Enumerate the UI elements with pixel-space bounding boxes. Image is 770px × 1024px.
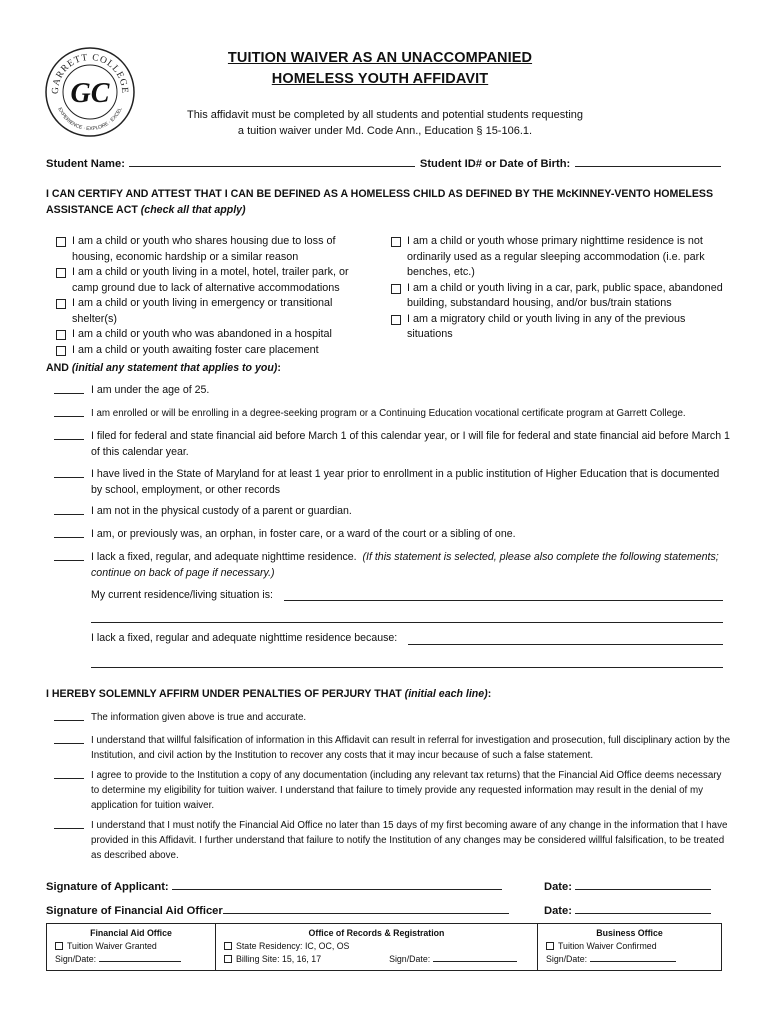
fao-signature-field[interactable] bbox=[223, 902, 509, 914]
records-cell bbox=[216, 924, 538, 971]
fao-date-row: Date: bbox=[544, 902, 711, 917]
initial-blank[interactable] bbox=[54, 778, 84, 779]
initial-blank[interactable] bbox=[54, 416, 84, 417]
checkbox-item[interactable]: I am a child or youth whose primary nighttime residence is not ordinarily used as a regular sleeping accommodation (i.e. park benches, etc.) bbox=[389, 234, 729, 281]
form-title-line1: TUITION WAIVER AS AN UNACCOMPANIED bbox=[227, 50, 533, 66]
student-name-label: Student Name: bbox=[46, 158, 125, 170]
checkbox-item[interactable]: I am a child or youth who was abandoned in a hospital bbox=[54, 327, 374, 343]
applicant-signature-field[interactable] bbox=[172, 878, 502, 890]
business-cell bbox=[538, 924, 722, 971]
initial-blank[interactable] bbox=[54, 560, 84, 561]
affirm-true: The information given above is true and accurate. bbox=[91, 712, 307, 723]
affirm-notify: I understand that I must notify the Financial Aid Office no later than 15 days of my first becoming aware of any change in the information that I have provided in this Affidavit. I further understand that failure to notify the Institution of any changes may be considered willful falsification, to be treated as described above. bbox=[91, 820, 728, 861]
sign-date-field[interactable] bbox=[99, 952, 181, 962]
checkbox-item[interactable]: I am a child or youth living in emergency or transitional shelter(s) bbox=[54, 296, 374, 327]
statement-maryland: I have lived in the State of Maryland for at least 1 year prior to enrollment in a public institution of Higher Education that is documented by school, employment, or other records bbox=[91, 468, 720, 496]
office-use-table bbox=[46, 923, 722, 971]
business-title: Business Office bbox=[596, 928, 663, 938]
statement-orphan: I am, or previously was, an orphan, in foster care, or a ward of the court or a sibling of one. bbox=[91, 528, 516, 540]
checkbox[interactable] bbox=[391, 315, 401, 325]
because-prompt: I lack a fixed, regular and adequate nighttime residence because: bbox=[91, 632, 398, 644]
statement-custody: I am not in the physical custody of a parent or guardian. bbox=[91, 505, 352, 517]
sign-date-field[interactable] bbox=[590, 952, 676, 962]
college-seal-logo bbox=[44, 46, 136, 138]
student-info-row bbox=[46, 154, 736, 172]
student-id-field[interactable] bbox=[575, 155, 721, 167]
checkbox-item[interactable]: I am a child or youth living in a motel, hotel, trailer park, or camp ground due to lack of alternative accommodations bbox=[54, 265, 374, 296]
affirm-documentation: I agree to provide to the Institution a copy of any documentation (including any relevant tax returns) that the Financial Aid Office deems necessary to determine my eligibility for tuition waiver. I understand that failure to timely provide any requested information may result in the denial of my application for tuition waiver. bbox=[91, 770, 722, 811]
initial-blank[interactable] bbox=[54, 537, 84, 538]
applicant-date-field[interactable] bbox=[575, 878, 711, 890]
logo-monogram: GC bbox=[70, 78, 110, 109]
checkbox-item[interactable]: I am a migratory child or youth living in any of the previous situations bbox=[389, 312, 729, 343]
checkbox[interactable] bbox=[224, 955, 232, 963]
because-field-line2[interactable] bbox=[91, 667, 723, 668]
checkbox-item[interactable]: I am a child or youth awaiting foster care placement bbox=[54, 343, 374, 359]
statement-financial-aid: I filed for federal and state financial aid before March 1 of this calendar year, or I will file for federal and state financial aid before March 1 of this calendar year. bbox=[91, 430, 730, 458]
sign-date-label: Sign/Date: bbox=[55, 954, 97, 964]
because-field[interactable] bbox=[408, 644, 723, 645]
checkbox[interactable] bbox=[56, 268, 66, 278]
checkbox[interactable] bbox=[546, 942, 554, 950]
initial-blank[interactable] bbox=[54, 514, 84, 515]
intro-line2: a tuition waiver under Md. Code Ann., Education § 15-106.1. bbox=[237, 125, 533, 137]
residence-field[interactable] bbox=[284, 600, 723, 601]
fao-date-field[interactable] bbox=[575, 902, 711, 914]
sign-date-label: Sign/Date: bbox=[546, 954, 588, 964]
financial-aid-title: Financial Aid Office bbox=[90, 928, 172, 938]
checkbox[interactable] bbox=[55, 942, 63, 950]
checkbox[interactable] bbox=[56, 237, 66, 247]
residence-field-line2[interactable] bbox=[91, 622, 723, 623]
statement-enrolled: I am enrolled or will be enrolling in a degree-seeking program or a Continuing Education vocational certificate program at Garrett College. bbox=[91, 408, 686, 419]
records-title: Office of Records & Registration bbox=[308, 928, 445, 938]
student-name-field[interactable] bbox=[129, 155, 415, 167]
initial-blank[interactable] bbox=[54, 477, 84, 478]
initial-blank[interactable] bbox=[54, 828, 84, 829]
sign-date-field[interactable] bbox=[433, 952, 517, 962]
initial-blank[interactable] bbox=[54, 393, 84, 394]
records-residency-check[interactable]: State Residency: IC, OC, OS bbox=[224, 940, 529, 953]
checkbox[interactable] bbox=[56, 330, 66, 340]
form-title-line2: HOMELESS YOUTH AFFIDAVIT bbox=[271, 71, 489, 87]
checkbox[interactable] bbox=[224, 942, 232, 950]
checkbox-list-right bbox=[389, 234, 729, 343]
residence-prompt: My current residence/living situation is: bbox=[91, 589, 273, 601]
financial-aid-cell bbox=[47, 924, 216, 971]
intro-line1: This affidavit must be completed by all students and potential students requesting bbox=[186, 109, 584, 121]
fao-signature-row: Signature of Financial Aid Officer bbox=[46, 902, 509, 917]
checkbox[interactable] bbox=[391, 284, 401, 294]
applicant-date-row: Date: bbox=[544, 878, 711, 893]
initial-blank[interactable] bbox=[54, 439, 84, 440]
records-billing-check[interactable]: Billing Site: 15, 16, 17 Sign/Date: bbox=[224, 952, 529, 966]
initial-blank[interactable] bbox=[54, 720, 84, 721]
logo-bottom-text: EXPERIENCE · EXPLORE · EXCEL bbox=[56, 106, 124, 133]
checkbox[interactable] bbox=[56, 346, 66, 356]
logo-top-text: GARRETT COLLEGE bbox=[50, 52, 130, 95]
affirm-falsification: I understand that willful falsification of information in this Affidavit can result in referral for investigation and prosecution, full disciplinary action by the Institution, and civil action by the Institution to recover any costs that it may incur because of such a false statement. bbox=[91, 735, 731, 761]
sign-date-label: Sign/Date: bbox=[389, 954, 431, 964]
checkbox[interactable] bbox=[56, 299, 66, 309]
student-id-label: Student ID# or Date of Birth: bbox=[419, 158, 571, 170]
affirm-heading: I HEREBY SOLEMNLY AFFIRM UNDER PENALTIES OF PERJURY THAT (initial each line): bbox=[46, 688, 492, 700]
certify-heading: I CAN CERTIFY AND ATTEST THAT I CAN BE DEFINED AS A HOMELESS CHILD AS DEFINED BY THE McKINNEY-VENTO HOMELESS ASSISTANCE ACT (check all that apply) bbox=[46, 188, 714, 216]
statement-nighttime: I lack a fixed, regular, and adequate nighttime residence. (If this statement is selected, please also complete the following statements; continue on back of page if necessary.) bbox=[91, 551, 719, 579]
checkbox-item[interactable]: I am a child or youth who shares housing due to loss of housing, economic hardship or a similar reason bbox=[54, 234, 374, 265]
statement-age: I am under the age of 25. bbox=[91, 384, 210, 396]
applicant-signature-row: Signature of Applicant: bbox=[46, 878, 502, 893]
financial-aid-check[interactable]: Tuition Waiver Granted bbox=[55, 940, 207, 953]
initial-blank[interactable] bbox=[54, 743, 84, 744]
business-check[interactable]: Tuition Waiver Confirmed bbox=[546, 940, 713, 953]
checkbox-item[interactable]: I am a child or youth living in a car, park, public space, abandoned building, substandard housing, and/or bus/train stations bbox=[389, 281, 729, 312]
checkbox-list-left bbox=[54, 234, 374, 358]
and-heading: AND (initial any statement that applies to you): bbox=[46, 362, 281, 374]
checkbox[interactable] bbox=[391, 237, 401, 247]
